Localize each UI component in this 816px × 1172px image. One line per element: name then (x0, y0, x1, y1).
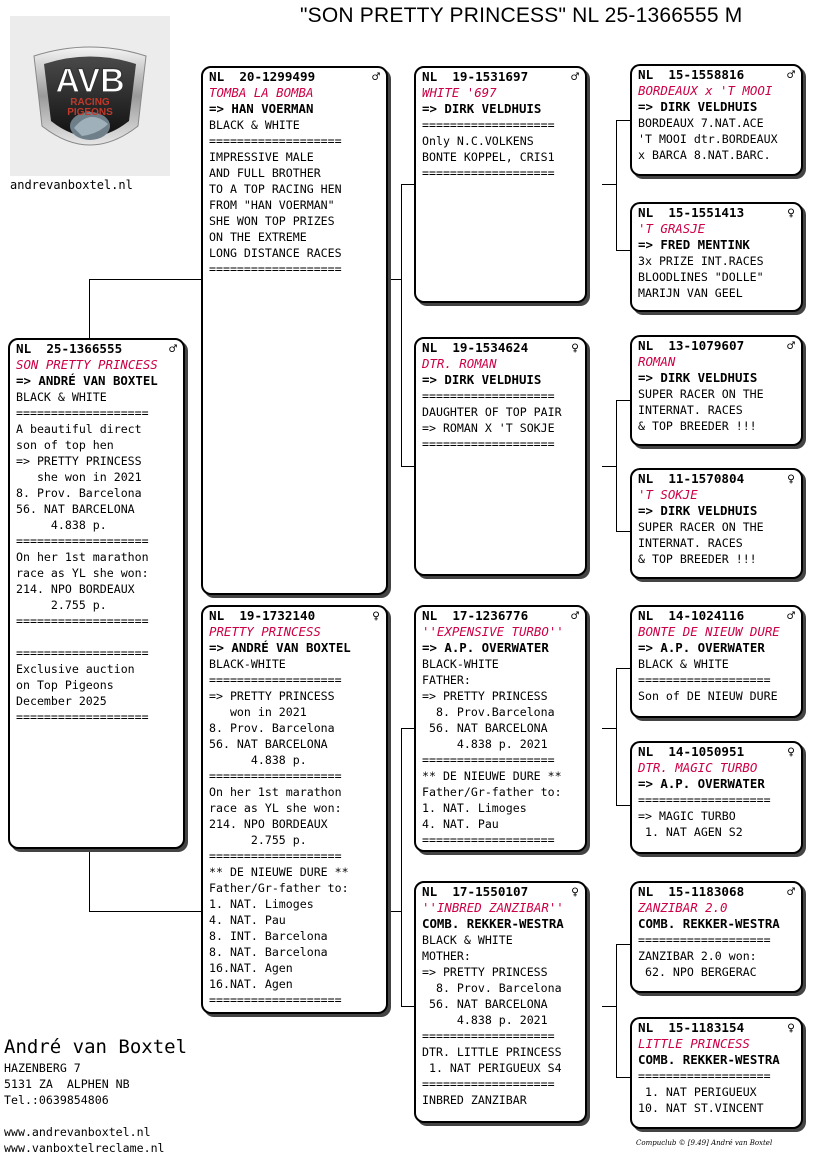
pigeon-name: LITTLE PRINCESS (638, 1036, 750, 1051)
copyright-note: Compuclub © [9.49] André van Boxtel (636, 1139, 773, 1147)
info-line: 62. NPO BERGERAC (638, 965, 757, 979)
pigeon-name: 'T GRASJE (638, 221, 706, 236)
connector-line (89, 848, 90, 911)
info-line: on Top Pigeons (16, 678, 114, 692)
info-line: On her 1st marathon (209, 785, 342, 799)
info-line: 1. NAT AGEN S2 (638, 825, 743, 839)
female-icon: ♀ (787, 745, 795, 760)
male-icon: ♂ (787, 609, 795, 624)
info-line: 8. INT. Barcelona (209, 929, 328, 943)
pigeon-card-mm-father[interactable] (630, 881, 803, 993)
info-line: 56. NAT BARCELONA (422, 997, 548, 1011)
male-icon: ♂ (372, 70, 380, 85)
owner-name: => ANDRÉ VAN BOXTEL (16, 373, 158, 388)
pigeon-card-mf-father[interactable] (630, 605, 803, 718)
info-line: =================== (422, 833, 555, 847)
info-line: =================== (209, 134, 342, 148)
pigeon-card-ff-father[interactable] (630, 64, 803, 176)
connector-line (616, 944, 617, 1077)
info-line: => ROMAN X 'T SOKJE (422, 421, 555, 435)
male-icon: ♂ (787, 68, 795, 83)
info-line: BONTE KOPPEL, CRIS1 (422, 150, 555, 164)
info-line: =================== (638, 793, 771, 807)
male-icon: ♂ (169, 342, 177, 357)
logo-sub1-text: RACING (70, 97, 110, 108)
info-line: Father/Gr-father to: (209, 881, 349, 895)
info-line: 8. NAT. Barcelona (209, 945, 328, 959)
info-line: ** DE NIEUWE DURE ** (209, 865, 349, 879)
owner-name: => DIRK VELDHUIS (638, 370, 758, 385)
info-line: 16.NAT. Agen (209, 977, 293, 991)
info-line: =================== (422, 437, 555, 451)
female-icon: ♀ (571, 885, 579, 900)
owner-name: => DIRK VELDHUIS (638, 99, 758, 114)
male-icon: ♂ (571, 70, 579, 85)
owner-name: COMB. REKKER-WESTRA (422, 916, 564, 931)
ring-number: NL 14-1024116 (638, 608, 745, 623)
info-line: ON THE EXTREME (209, 230, 307, 244)
owner-name: => DIRK VELDHUIS (422, 372, 542, 387)
pigeon-name: ROMAN (638, 354, 676, 369)
connector-line (388, 279, 402, 280)
info-line: 2.755 p. (209, 833, 307, 847)
connector-line (388, 911, 402, 912)
website-link[interactable]: www.andrevanboxtel.nl (4, 1125, 151, 1139)
male-icon: ♂ (787, 885, 795, 900)
info-line: BLOODLINES "DOLLE" (638, 270, 764, 284)
pigeon-card-paternal-grandfather[interactable] (414, 66, 587, 303)
pigeon-card-fm-father[interactable] (630, 335, 803, 446)
info-line: INTERNAT. RACES (638, 536, 743, 550)
info-line: A beautiful direct (16, 422, 142, 436)
website-link[interactable]: www.vanboxtelreclame.nl (4, 1141, 165, 1155)
info-line: => PRETTY PRINCESS (422, 965, 548, 979)
pigeon-name: WHITE '697 (422, 85, 497, 100)
info-line: BLACK & WHITE (209, 118, 300, 132)
info-line: race as YL she won: (209, 801, 342, 815)
info-line: LONG DISTANCE RACES (209, 246, 342, 260)
info-line: x BARCA 8.NAT.BARC. (638, 148, 771, 162)
info-line: IMPRESSIVE MALE (209, 150, 314, 164)
female-icon: ♀ (571, 341, 579, 356)
connector-line (89, 911, 203, 912)
info-line: MOTHER: (422, 949, 471, 963)
info-line: BLACK & WHITE (16, 390, 107, 404)
info-line: 4.838 p. (209, 753, 307, 767)
pigeon-card-mf-mother[interactable] (630, 741, 803, 854)
info-line: =================== (638, 673, 771, 687)
info-line: Exclusive auction (16, 662, 135, 676)
info-line: 4.838 p. 2021 (422, 1013, 548, 1027)
info-line: =================== (422, 1029, 555, 1043)
info-line: 1. NAT PERIGUEUX (638, 1085, 757, 1099)
pigeon-name: BORDEAUX x 'T MOOI (638, 83, 773, 98)
info-line: 10. NAT ST.VINCENT (638, 1101, 764, 1115)
pigeon-name: TOMBA LA BOMBA (209, 85, 314, 100)
info-line: BLACK & WHITE (422, 933, 513, 947)
info-line: & TOP BREEDER !!! (638, 552, 757, 566)
info-line: ** DE NIEUWE DURE ** (422, 769, 562, 783)
info-line: =================== (209, 673, 342, 687)
info-line: Son of DE NIEUW DURE (638, 689, 778, 703)
ring-number: NL 19-1534624 (422, 340, 529, 355)
ring-number: NL 13-1079607 (638, 338, 745, 353)
owner-name: => HAN VOERMAN (209, 101, 314, 116)
info-line: =================== (638, 933, 771, 947)
info-line: 16.NAT. Agen (209, 961, 293, 975)
info-line: 4.838 p. 2021 (422, 737, 548, 751)
pigeon-card-subject[interactable] (8, 338, 185, 849)
info-line: On her 1st marathon (16, 550, 149, 564)
owner-name: => ANDRÉ VAN BOXTEL (209, 640, 351, 655)
info-line: =================== (16, 646, 149, 660)
info-line: =================== (209, 849, 342, 863)
info-line: =================== (638, 1069, 771, 1083)
pigeon-name: 'T SOKJE (638, 487, 698, 502)
info-line: FATHER: (422, 673, 471, 687)
info-line: MARIJN VAN GEEL (638, 286, 743, 300)
connector-line (602, 728, 617, 729)
owner-name: => A.P. OVERWATER (638, 776, 765, 791)
info-line: 1. NAT. Limoges (422, 801, 527, 815)
info-line: 56. NAT BARCELONA (422, 721, 548, 735)
info-line: 1. NAT. Limoges (209, 897, 314, 911)
info-line: 4.838 p. (16, 518, 107, 532)
owner-name: => FRED MENTINK (638, 237, 750, 252)
info-line: =================== (16, 534, 149, 548)
info-line: =================== (209, 262, 342, 276)
ring-number: NL 17-1236776 (422, 608, 529, 623)
info-line: 8. Prov. Barcelona (16, 486, 142, 500)
info-line: 8. Prov. Barcelona (422, 981, 562, 995)
ring-number: NL 11-1570804 (638, 471, 745, 486)
pigeon-card-mother[interactable] (201, 605, 388, 1014)
pigeon-card-maternal-grandmother[interactable] (414, 881, 587, 1123)
owner-name: => A.P. OVERWATER (638, 640, 765, 655)
info-line: 214. NPO BORDEAUX (209, 817, 328, 831)
logo-url[interactable]: andrevanboxtel.nl (10, 178, 133, 192)
pigeon-name: BONTE DE NIEUW DURE (638, 624, 780, 639)
info-line: Father/Gr-father to: (422, 785, 562, 799)
info-line: 214. NPO BORDEAUX (16, 582, 135, 596)
info-line: INTERNAT. RACES (638, 403, 743, 417)
info-line: =================== (422, 118, 555, 132)
info-line: =================== (209, 993, 342, 1007)
info-line: 4. NAT. Pau (422, 817, 499, 831)
pigeon-card-fm-mother[interactable] (630, 468, 803, 579)
phone-number: Tel.:0639854806 (4, 1093, 109, 1107)
info-line: Only N.C.VOLKENS (422, 134, 534, 148)
pigeon-name: DTR. MAGIC TURBO (638, 760, 758, 775)
ring-number: NL 17-1550107 (422, 884, 529, 899)
info-line: =================== (422, 166, 555, 180)
info-line: SHE WON TOP PRIZES (209, 214, 335, 228)
info-line: BORDEAUX 7.NAT.ACE (638, 116, 764, 130)
info-line: =================== (422, 753, 555, 767)
male-icon: ♂ (787, 339, 795, 354)
connector-line (602, 184, 617, 185)
pigeon-card-ff-mother[interactable] (630, 202, 803, 312)
pigeon-name: ZANZIBAR 2.0 (638, 900, 728, 915)
female-icon: ♀ (787, 472, 795, 487)
connector-line (616, 668, 617, 805)
connector-line (89, 279, 90, 338)
info-line: & TOP BREEDER !!! (638, 419, 757, 433)
info-line (16, 629, 179, 645)
ring-number: NL 20-1299499 (209, 69, 316, 84)
owner-name: COMB. REKKER-WESTRA (638, 1052, 780, 1067)
pigeon-name: ''EXPENSIVE TURBO'' (422, 624, 564, 639)
pigeon-card-father[interactable] (201, 66, 388, 595)
info-line: SUPER RACER ON THE (638, 387, 764, 401)
ring-number: NL 15-1551413 (638, 205, 745, 220)
info-line: 8. Prov.Barcelona (422, 705, 555, 719)
breeder-name: André van Boxtel (4, 1036, 188, 1058)
info-line: 8. Prov. Barcelona (209, 721, 335, 735)
info-line: => PRETTY PRINCESS (16, 454, 142, 468)
connector-line (401, 184, 402, 466)
info-line: DAUGHTER OF TOP PAIR (422, 405, 562, 419)
owner-name: COMB. REKKER-WESTRA (638, 916, 780, 931)
info-line: TO A TOP RACING HEN (209, 182, 342, 196)
pigeon-name: ''INBRED ZANZIBAR'' (422, 900, 564, 915)
info-line: =================== (422, 389, 555, 403)
ring-number: NL 25-1366555 (16, 341, 123, 356)
logo-main-text: AVB (55, 62, 125, 100)
info-line: 2.755 p. (16, 598, 107, 612)
owner-name: => A.P. OVERWATER (422, 640, 549, 655)
info-line: 'T MOOI dtr.BORDEAUX (638, 132, 778, 146)
info-line: 56. NAT BARCELONA (16, 502, 135, 516)
connector-line (616, 400, 617, 531)
male-icon: ♂ (571, 609, 579, 624)
page-title: "SON PRETTY PRINCESS" NL 25-1366555 M (300, 4, 743, 27)
pigeon-name: SON PRETTY PRINCESS (16, 357, 158, 372)
info-line: DTR. LITTLE PRINCESS (422, 1045, 562, 1059)
info-line: =================== (16, 710, 149, 724)
info-line: ZANZIBAR 2.0 won: (638, 949, 757, 963)
ring-number: NL 15-1558816 (638, 67, 745, 82)
logo-emblem (10, 16, 170, 176)
info-line: BLACK-WHITE (209, 657, 286, 671)
info-line: race as YL she won: (16, 566, 149, 580)
connector-line (602, 466, 617, 467)
ring-number: NL 15-1183154 (638, 1020, 745, 1035)
pigeon-card-paternal-grandmother[interactable] (414, 337, 587, 576)
info-line: =================== (16, 406, 149, 420)
info-line: =================== (422, 1077, 555, 1091)
info-line: 3x PRIZE INT.RACES (638, 254, 764, 268)
info-line: => PRETTY PRINCESS (422, 689, 548, 703)
connector-line (401, 728, 402, 1006)
info-line: INBRED ZANZIBAR (422, 1093, 527, 1107)
info-line: December 2025 (16, 694, 107, 708)
pigeon-name: PRETTY PRINCESS (209, 624, 321, 639)
female-icon: ♀ (787, 206, 795, 221)
info-line: son of top hen (16, 438, 114, 452)
ring-number: NL 19-1531697 (422, 69, 529, 84)
info-line: 1. NAT PERIGUEUX S4 (422, 1061, 562, 1075)
connector-line (602, 1006, 617, 1007)
owner-name: => DIRK VELDHUIS (638, 503, 758, 518)
pigeon-name: DTR. ROMAN (422, 356, 497, 371)
info-line: => PRETTY PRINCESS (209, 689, 335, 703)
info-line: =================== (209, 769, 342, 783)
female-icon: ♀ (372, 609, 380, 624)
ring-number: NL 15-1183068 (638, 884, 745, 899)
info-line: =================== (16, 614, 149, 628)
info-line: 4. NAT. Pau (209, 913, 286, 927)
info-line: FROM "HAN VOERMAN" (209, 198, 335, 212)
logo-sub2-text: PIGEONS (67, 107, 113, 118)
info-line: she won in 2021 (16, 470, 142, 484)
address-street: HAZENBERG 7 (4, 1061, 81, 1075)
connector-line (89, 279, 203, 280)
info-line: SUPER RACER ON THE (638, 520, 764, 534)
info-line: BLACK & WHITE (638, 657, 729, 671)
pigeon-card-mm-mother[interactable] (630, 1017, 803, 1129)
ring-number: NL 19-1732140 (209, 608, 316, 623)
info-line: => MAGIC TURBO (638, 809, 736, 823)
info-line: BLACK-WHITE (422, 657, 499, 671)
avb-logo (10, 16, 170, 176)
pigeon-card-maternal-grandfather[interactable] (414, 605, 587, 852)
ring-number: NL 14-1050951 (638, 744, 745, 759)
info-line: won in 2021 (209, 705, 307, 719)
info-line: AND FULL BROTHER (209, 166, 321, 180)
info-line: 56. NAT BARCELONA (209, 737, 328, 751)
owner-name: => DIRK VELDHUIS (422, 101, 542, 116)
connector-line (616, 120, 617, 250)
address-city: 5131 ZA ALPHEN NB (4, 1077, 130, 1091)
female-icon: ♀ (787, 1021, 795, 1036)
